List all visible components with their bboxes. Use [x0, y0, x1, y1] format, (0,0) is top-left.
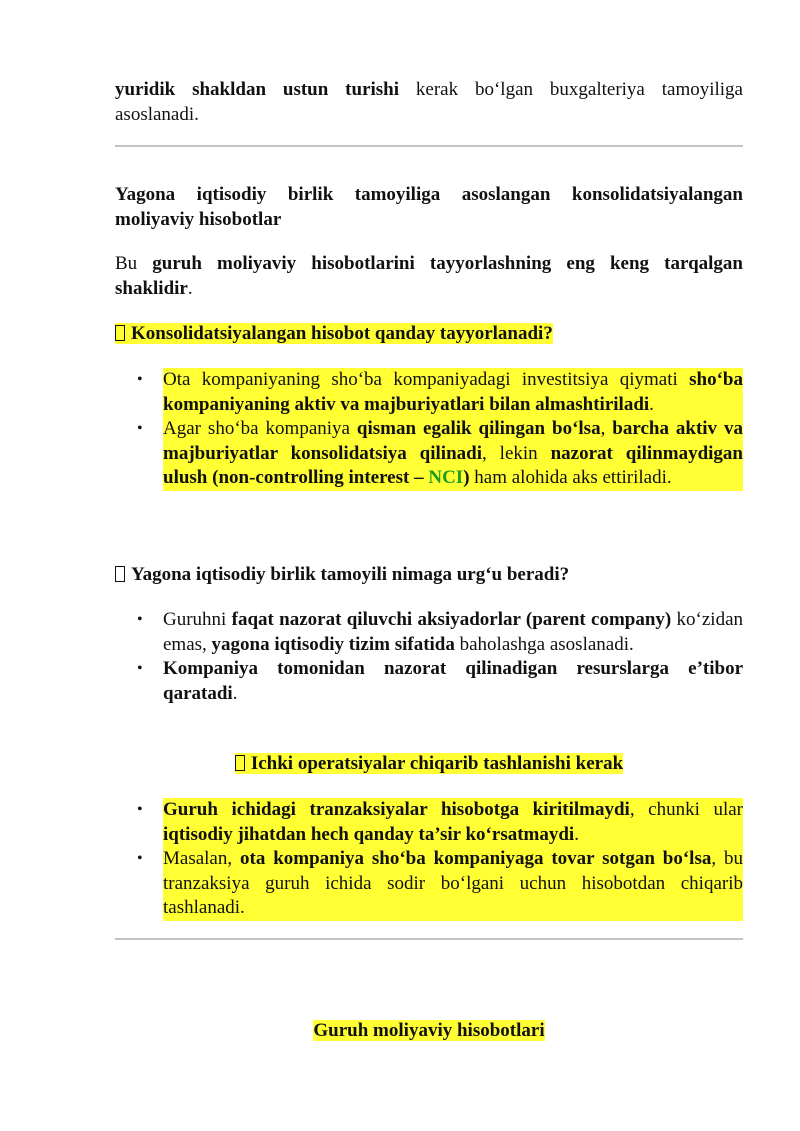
horizontal-rule	[115, 938, 743, 940]
horizontal-rule	[115, 145, 743, 147]
question-heading-3: Ichki operatsiyalar chiqarib tashlanishi kerak	[115, 752, 743, 777]
missing-glyph-icon	[115, 566, 125, 582]
list-item: • Ota kompaniyaning sho‘ba kompaniyadagi investitsiya qiymati sho‘ba kompaniyaning aktiv va majburiyatlari bilan almashtiriladi.	[137, 369, 743, 415]
section-title: Yagona iqtisodiy birlik tamoyiliga asoslangan konsolidatsiyalangan moliyaviy hisobotlar	[115, 184, 743, 230]
bullet-icon: •	[137, 660, 143, 677]
list-item: • Kompaniya tomonidan nazorat qilinadigan resurslarga e’tibor qaratadi.	[137, 658, 743, 704]
list-item: • Agar sho‘ba kompaniya qisman egalik qilingan bo‘lsa, barcha aktiv va majburiyatlar konsolidatsiya qilinadi, lekin nazorat qilinmaydigan ulush (non-controlling interest – NCI) ham alohida aks ettiriladi.	[137, 418, 744, 488]
bullet-icon: •	[137, 611, 143, 628]
bullet-list-3	[137, 798, 743, 921]
intro-paragraph: yuridik shakldan ustun turishi kerak bo‘lgan buxgalteriya tamoyiliga asoslanadi.	[115, 79, 743, 125]
missing-glyph-icon	[115, 325, 125, 341]
bullet-list-1	[137, 368, 744, 491]
bullet-icon: •	[137, 801, 143, 818]
list-item: • Masalan, ota kompaniya sho‘ba kompaniyaga tovar sotgan bo‘lsa, bu tranzaksiya guruh ichida sodir bo‘lgani uchun hisobotdan chiqarib tashlanadi.	[137, 848, 743, 918]
final-heading: Guruh moliyaviy hisobotlari	[313, 1020, 545, 1041]
bullet-icon: •	[137, 371, 143, 388]
lead-paragraph: Bu guruh moliyaviy hisobotlarini tayyorlashning eng keng tarqalgan shaklidir.	[115, 253, 743, 299]
bullet-icon: •	[137, 850, 143, 867]
bullet-icon: •	[137, 420, 143, 437]
bullet-list-2	[137, 608, 744, 706]
question-heading-2: Yagona iqtisodiy birlik tamoyili nimaga urg‘u beradi?	[115, 563, 743, 588]
question-heading-1: Konsolidatsiyalangan hisobot qanday tayyorlanadi?	[115, 322, 743, 347]
list-item: • Guruh ichidagi tranzaksiyalar hisobotga kiritilmaydi, chunki ular iqtisodiy jihatdan hech qanday ta’sir ko‘rsatmaydi.	[137, 799, 743, 845]
list-item: • Guruhni faqat nazorat qiluvchi aksiyadorlar (parent company) ko‘zidan emas, yagona iqtisodiy tizim sifatida baholashga asoslanadi.	[137, 609, 744, 655]
missing-glyph-icon	[235, 755, 245, 771]
